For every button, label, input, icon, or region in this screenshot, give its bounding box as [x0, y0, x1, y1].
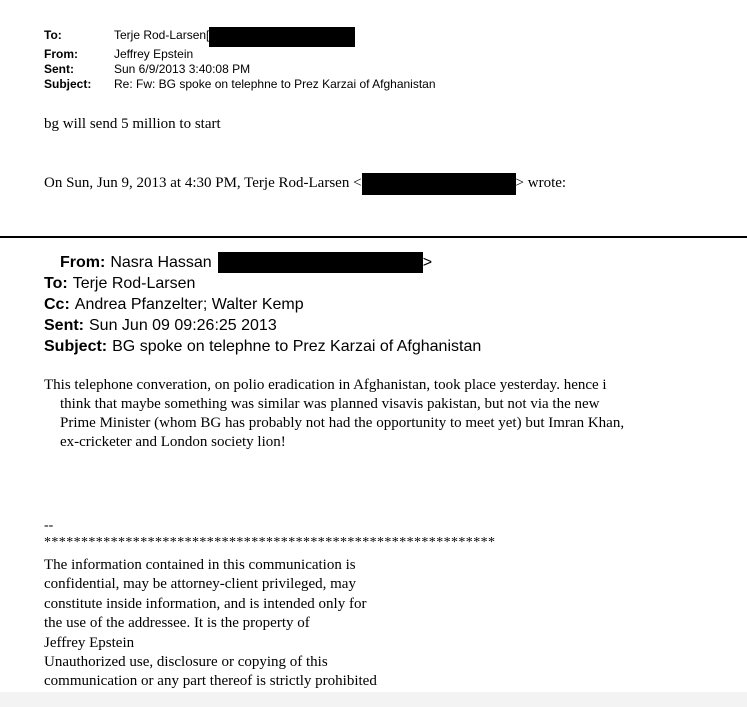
- separator-stars: *************************************************************: [44, 535, 496, 550]
- sent-label: Sent:: [44, 62, 74, 76]
- subject-value: Re: Fw: BG spoke on telephne to Prez Karzai of Afghanistan: [114, 77, 436, 91]
- from-label: From:: [44, 47, 78, 61]
- fwd-cc-value: Andrea Pfanzelter; Walter Kemp: [74, 296, 304, 313]
- signature-dashes: --: [44, 518, 54, 533]
- disclaimer-line: Jeffrey Epstein: [44, 634, 135, 651]
- fwd-to-row: [44, 273, 481, 294]
- sent-value: Sun 6/9/2013 3:40:08 PM: [114, 62, 251, 76]
- disclaimer-line: confidential, may be attorney-client privileged, may: [44, 576, 356, 593]
- body-line: think that maybe something was similar was planned visavis pakistan, but not via the new: [60, 396, 600, 412]
- disclaimer-line: Unauthorized use, disclosure or copying of this: [44, 654, 328, 671]
- disclaimer-line: The information contained in this communication is: [44, 557, 356, 573]
- fwd-to-label: To:: [44, 275, 68, 292]
- quote-suffix: > wrote:: [515, 175, 567, 191]
- fwd-cc-label: Cc:: [44, 296, 70, 313]
- email-header: [44, 28, 436, 92]
- fwd-cc-row: [44, 294, 481, 315]
- to-label: To:: [44, 28, 62, 42]
- reply-body: bg will send 5 million to start: [44, 116, 221, 132]
- quote-prefix: On Sun, Jun 9, 2013 at 4:30 PM, Terje Rod-Larsen <: [44, 175, 362, 191]
- to-row: [44, 28, 436, 47]
- redaction-box: [218, 252, 423, 273]
- subject-label: Subject:: [44, 77, 92, 91]
- fwd-sent-label: Sent:: [44, 317, 84, 334]
- body-line: This telephone converation, on polio eradication in Afghanistan, took place yesterday. hence i: [44, 377, 607, 393]
- subject-row: [44, 77, 436, 92]
- page-divider: [0, 236, 747, 238]
- fwd-subject-label: Subject:: [44, 338, 108, 355]
- disclaimer: [44, 556, 377, 692]
- fwd-from-label: From:: [60, 254, 106, 271]
- fwd-subject-value: BG spoke on telephne to Prez Karzai of Afghanistan: [112, 338, 482, 355]
- bottom-bar: [0, 692, 747, 707]
- forwarded-header: [44, 252, 481, 357]
- fwd-from-row: [44, 252, 481, 273]
- fwd-from-close: >: [422, 254, 433, 271]
- body-line: ex-cricketer and London society lion!: [60, 434, 286, 450]
- fwd-sent-row: [44, 315, 481, 336]
- from-value: Jeffrey Epstein: [114, 47, 194, 61]
- forwarded-body: [44, 376, 719, 452]
- fwd-subject-row: [44, 336, 481, 357]
- disclaimer-line: the use of the addressee. It is the property of: [44, 615, 310, 632]
- sent-row: [44, 62, 436, 77]
- redaction-box: [209, 27, 355, 47]
- quote-line: [44, 175, 566, 195]
- fwd-from-value: Nasra Hassan: [110, 254, 212, 271]
- fwd-to-value: Terje Rod-Larsen: [72, 275, 196, 292]
- disclaimer-line: constitute inside information, and is intended only for: [44, 595, 367, 612]
- to-value: Terje Rod-Larsen[: [114, 28, 210, 42]
- disclaimer-line: communication or any part thereof is strictly prohibited: [44, 673, 377, 690]
- fwd-sent-value: Sun Jun 09 09:26:25 2013: [89, 317, 277, 334]
- body-line: Prime Minister (whom BG has probably not had the opportunity to meet yet) but Imran Khan,: [60, 415, 625, 431]
- redaction-box: [362, 173, 516, 195]
- from-row: [44, 47, 436, 62]
